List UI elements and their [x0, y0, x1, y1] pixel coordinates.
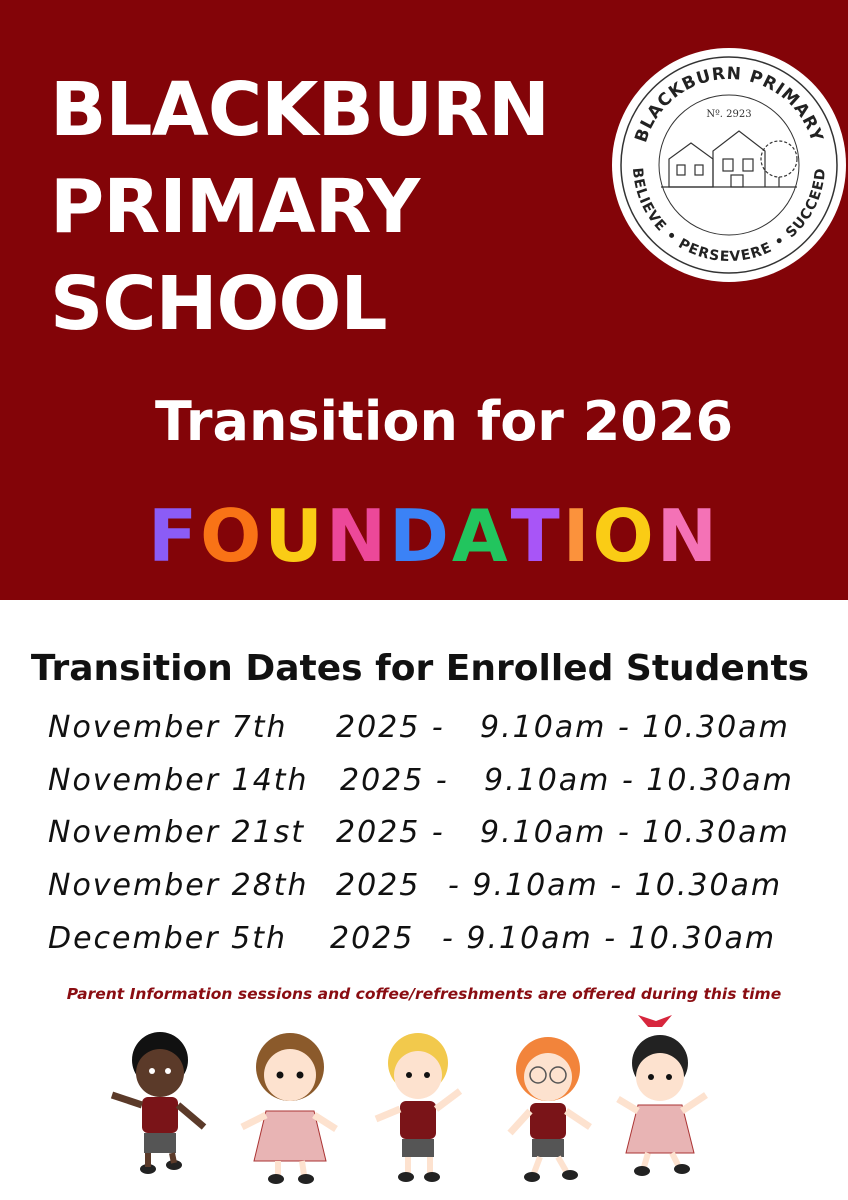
logo-motto: BELIEVE • PERSEVERE • SUCCEED: [628, 166, 830, 266]
foundation-letter: N: [656, 494, 721, 578]
foundation-heading: [0, 494, 848, 578]
date-label: November 14th: [48, 763, 309, 798]
child-figure: [242, 1033, 336, 1184]
foundation-letter: F: [147, 494, 201, 578]
child-figure: [618, 1015, 706, 1176]
foundation-letter: T: [510, 494, 563, 578]
date-time: - 9.10am - 10.30am: [448, 868, 783, 903]
foundation-letter: I: [562, 494, 593, 578]
child-figure: [510, 1037, 590, 1182]
children-illustration: [100, 1015, 740, 1195]
date-time: 9.10am - 10.30am: [480, 815, 790, 850]
date-label: December 5th: [48, 921, 287, 956]
dates-heading: Transition Dates for Enrolled Students: [30, 648, 810, 689]
date-year: 2025: [336, 868, 421, 903]
foundation-letter: O: [200, 494, 265, 578]
date-label: November 7th: [48, 710, 288, 745]
school-name-line: BLACKBURN: [50, 67, 549, 153]
foundation-letter: D: [389, 494, 452, 578]
school-crest-logo: [611, 47, 847, 283]
date-year: 2025 -: [336, 710, 445, 745]
date-label: November 28th: [48, 868, 309, 903]
logo-top-text: BLACKBURN PRIMARY: [631, 63, 827, 146]
date-year: 2025 -: [340, 763, 449, 798]
date-time: - 9.10am - 10.30am: [442, 921, 777, 956]
date-time: 9.10am - 10.30am: [480, 710, 790, 745]
school-name-line: SCHOOL: [50, 261, 387, 347]
parent-info-note: Parent Information sessions and coffee/refreshments are offered during this time: [66, 985, 782, 1003]
foundation-letter: A: [451, 494, 511, 578]
date-label: November 21st: [48, 815, 306, 850]
school-name: [50, 62, 549, 353]
date-time: 9.10am - 10.30am: [484, 763, 794, 798]
foundation-letter: U: [264, 494, 326, 578]
date-year: 2025 -: [336, 815, 445, 850]
school-name-line: PRIMARY: [50, 164, 420, 250]
foundation-letter: N: [325, 494, 390, 578]
foundation-letter: O: [592, 494, 657, 578]
child-figure: [112, 1032, 204, 1174]
transition-title: Transition for 2026: [154, 390, 734, 453]
child-figure: [376, 1033, 460, 1182]
logo-number: Nº. 2923: [706, 109, 752, 120]
date-year: 2025: [330, 921, 415, 956]
